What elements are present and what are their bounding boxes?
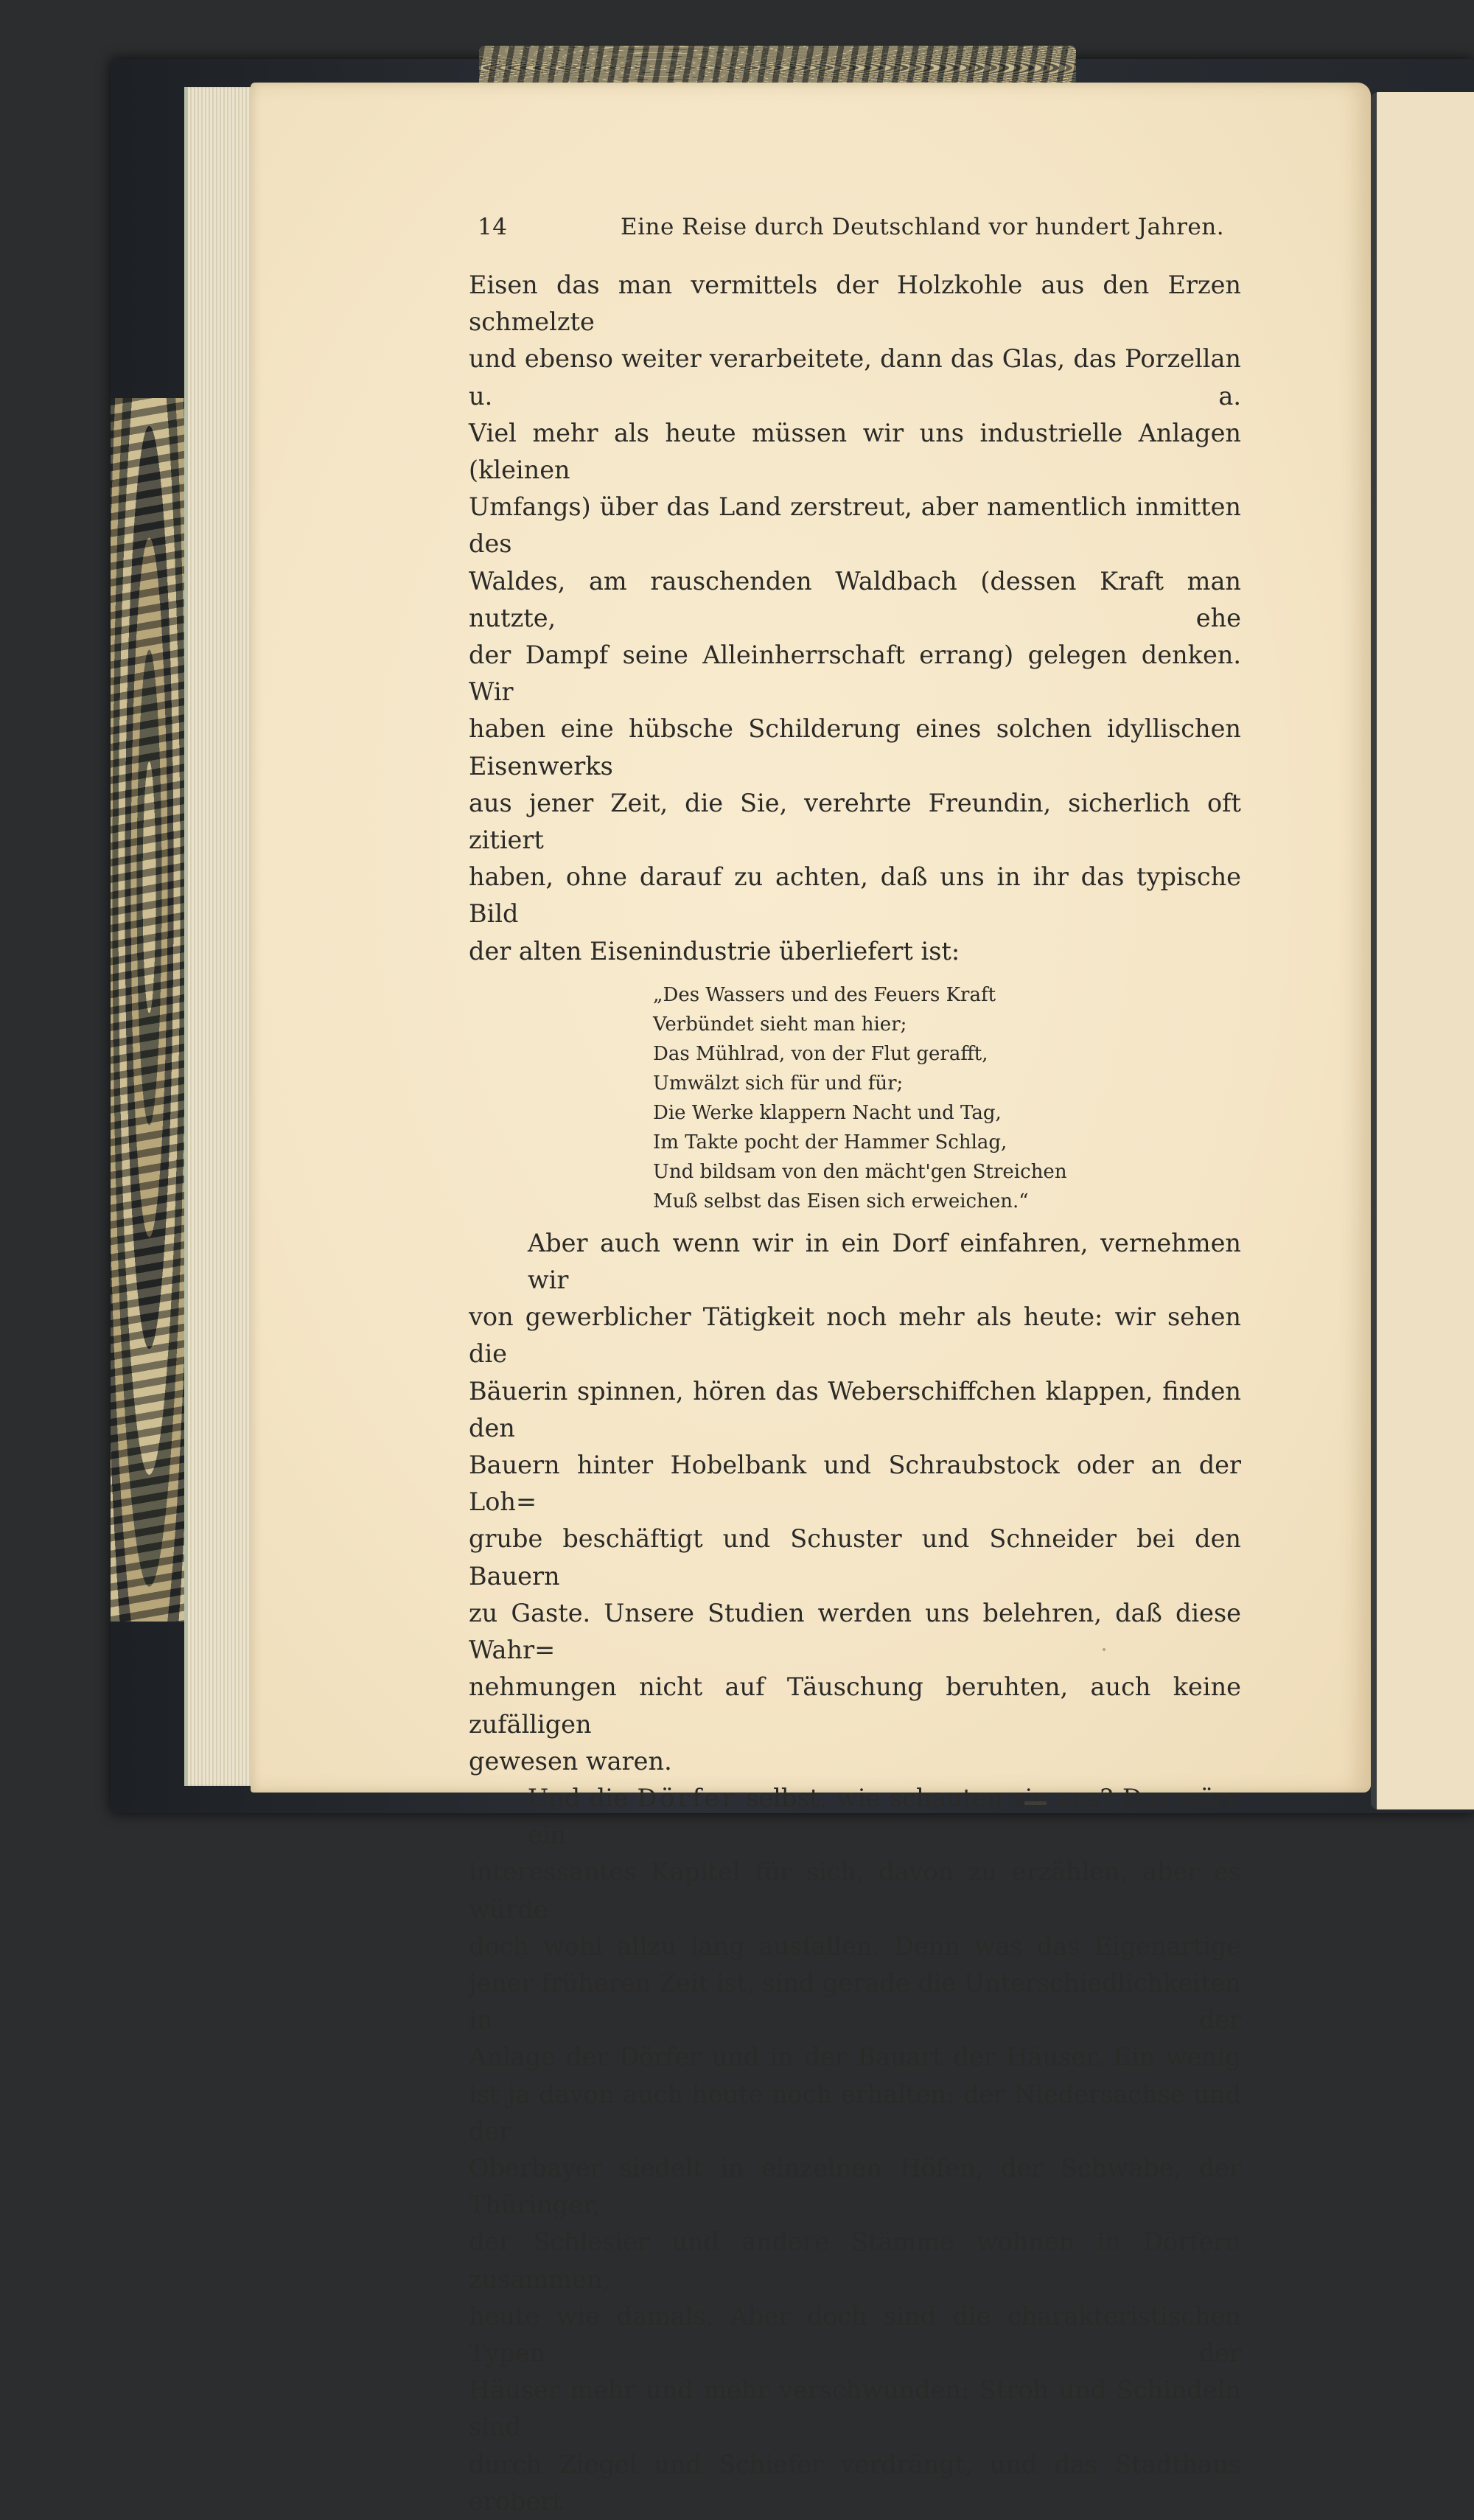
- text-line: Oberbayer siedelt in einzelnen Höfen, der Schwabe, der Thüringer,: [469, 2153, 1241, 2220]
- text-line: haben eine hübsche Schilderung eines solchen idyllischen Eisenwerks: [469, 714, 1241, 781]
- text-line: interessantes Kapitel für sich, davon zu erzählen, aber es würde: [469, 1857, 1241, 1924]
- text-line: Aber auch wenn wir in ein Dorf einfahren, vernehmen wir: [528, 1228, 1241, 1295]
- text-line: haben, ohne darauf zu achten, daß uns in ihr das typische Bild: [469, 862, 1241, 929]
- text-fragment: selbst, wie schauten sie aus? Das wäre ein: [528, 1783, 1241, 1850]
- text-line: der alten Eisenindustrie überliefert ist:: [469, 936, 960, 966]
- verse-line: Umwälzt sich für und für;: [653, 1072, 904, 1095]
- page-number: 14: [478, 214, 508, 240]
- text-line: und ebenso weiter verarbeitete, dann das Glas, das Porzellan u. a.: [469, 344, 1241, 411]
- text-line: Bauern hinter Hobelbank und Schraubstock oder an der Loh=: [469, 1451, 1241, 1517]
- text-line: Anlage der Dörfer und in der Bauart der Häuser. Ein wenig: [469, 2042, 1241, 2072]
- verse-line: Und bildsam von den mächt'gen Streichen: [653, 1160, 1067, 1183]
- text-fragment: Und die: [528, 1783, 638, 1812]
- paper-speck: [1103, 1648, 1106, 1651]
- paragraph-2: [469, 1225, 1241, 1780]
- text-line: durch Ziegel und Schiefer verdrängt, und das Stadthaus erobert: [469, 2449, 1241, 2516]
- page-stack-edge: [188, 87, 254, 1786]
- text-line: Viel mehr als heute müssen wir uns industrielle Anlagen (kleinen: [469, 418, 1241, 485]
- running-head: [469, 214, 1241, 251]
- text-line: gewesen waren.: [469, 1746, 672, 1776]
- text-line: Umfangs) über das Land zerstreut, aber namentlich inmitten des: [469, 492, 1241, 559]
- text-line: heute wie damals. Aber doch sind die charakteristischen Typen der: [469, 2301, 1241, 2367]
- verse-line: Im Takte pocht der Hammer Schlag,: [653, 1131, 1007, 1153]
- verse-line: Muß selbst das Eisen sich erweichen.“: [653, 1190, 1029, 1212]
- text-line: Eisen das man vermittels der Holzkohle aus den Erzen schmelzte: [469, 271, 1241, 337]
- marbled-spine-left: [111, 398, 188, 1622]
- text-line: aus jener Zeit, die Sie, verehrte Freundin, sicherlich oft zitiert: [469, 788, 1241, 855]
- verse-line: Das Mühlrad, von der Flut gerafft,: [653, 1042, 988, 1065]
- text-line: der Dampf seine Alleinherrschaft errang) gelegen denken. Wir: [469, 641, 1241, 707]
- text-line-first: [469, 1780, 1241, 1854]
- paragraph-1: [469, 267, 1241, 970]
- verse-quotation: [653, 980, 1241, 1216]
- verse-line: „Des Wassers und des Feuers Kraft: [653, 983, 996, 1006]
- text-line: grube beschäftigt und Schuster und Schneider bei den Bauern: [469, 1524, 1241, 1591]
- text-line: der Schlesier und andere Stämme wohnen in Dörfern zusammen,: [469, 2227, 1241, 2294]
- text-line: Bäuerin spinnen, hören das Weberschiffchen klappen, finden den: [469, 1376, 1241, 1442]
- text-line: ist ja davon auch heute noch erhalten: der Niedersachse und der: [469, 2079, 1241, 2146]
- text-line: von gewerblicher Tätigkeit noch mehr als heute: wir sehen die: [469, 1302, 1241, 1369]
- verse-line: Verbündet sieht man hier;: [653, 1013, 907, 1036]
- page-text-block: [469, 214, 1241, 2520]
- paragraph-3: [469, 1780, 1241, 2520]
- text-line: zu Gaste. Unsere Studien werden uns belehren, daß diese Wahr=: [469, 1598, 1241, 1665]
- verse-line: Die Werke klappern Nacht und Tag,: [653, 1101, 1002, 1124]
- text-line: jener früheren Zeit ist, sind gerade die Unterschiedlichkeiten in der: [469, 1968, 1241, 2035]
- running-title: Eine Reise durch Deutschland vor hundert Jahren.: [621, 214, 1225, 240]
- facing-page-edge: [1371, 92, 1474, 1809]
- spaced-emphasis: Dörfer: [637, 1783, 737, 1812]
- text-line: doch wohl allzu lang ausfallen. Denn was das Eigenartige: [469, 1931, 1241, 1961]
- text-line: nehmungen nicht auf Täuschung beruhten, auch keine zufälligen: [469, 1672, 1241, 1739]
- text-line: Waldes, am rauschenden Waldbach (dessen Kraft man nutzte, ehe: [469, 566, 1241, 632]
- paper-speck: [1024, 1801, 1047, 1805]
- text-line: Häuser mehr und mehr verschwunden: Stroh und Schindeln sind: [469, 2376, 1241, 2442]
